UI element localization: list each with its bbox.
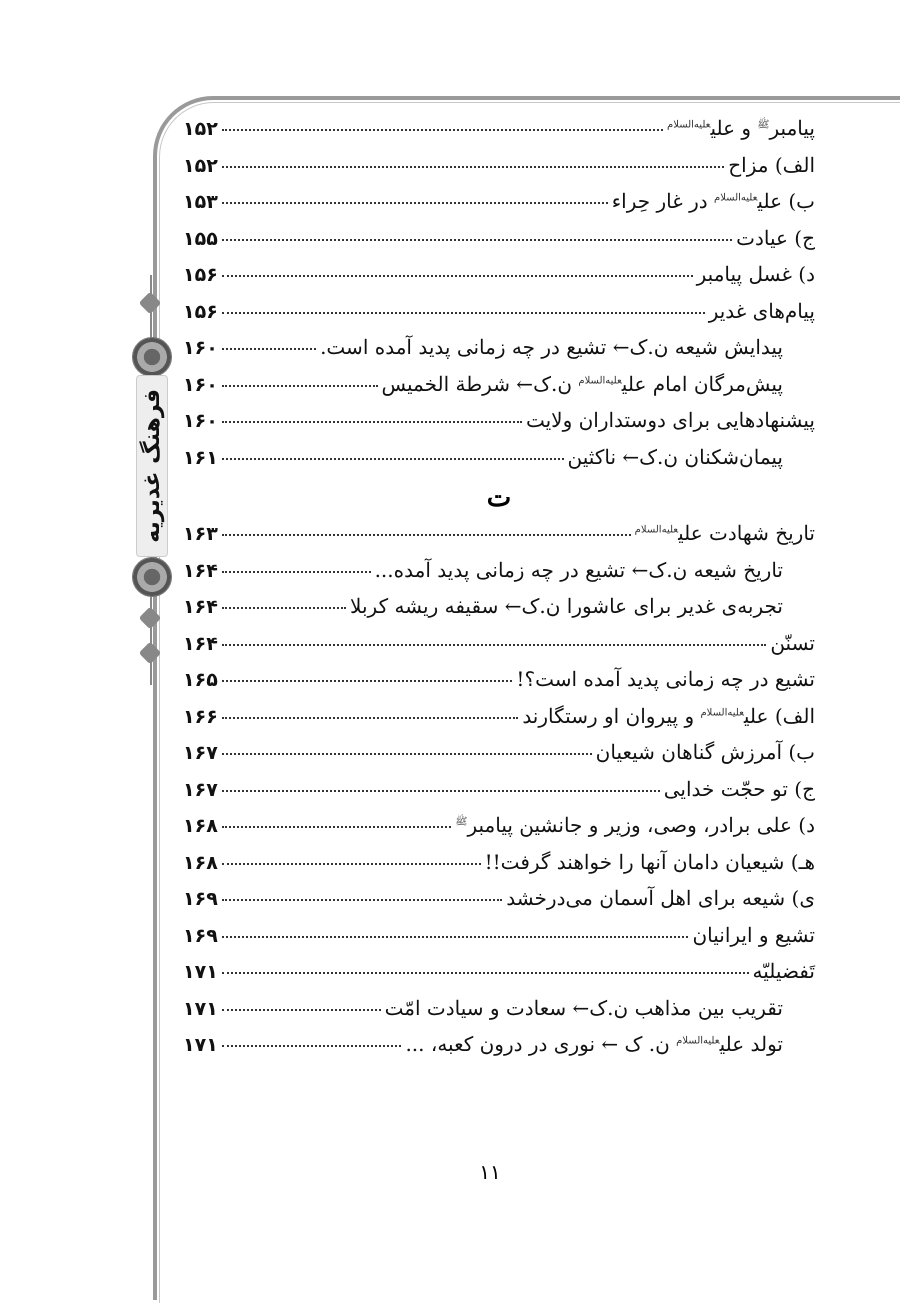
entry-page-number: ۱۵۶	[183, 300, 218, 323]
index-list	[183, 116, 815, 1069]
entry-title	[697, 262, 815, 286]
medallion-icon	[132, 557, 172, 597]
entry-title-text: و علی	[710, 116, 758, 140]
entry-page-number: ۱۶۹	[183, 888, 218, 910]
entry-title-text: در غار حِراء	[611, 189, 714, 213]
side-label-box	[136, 375, 168, 557]
entry-page-number: ۱۵۶	[183, 264, 218, 286]
entry-title	[350, 594, 815, 618]
medallion-icon	[132, 337, 172, 377]
honorific-ali: عليه‌السلام	[667, 119, 711, 131]
index-entry	[183, 740, 815, 777]
index-entry	[183, 959, 815, 996]
entry-page-number: ۱۵۳	[183, 191, 218, 213]
dot-leader	[222, 899, 502, 901]
entry-title	[753, 959, 815, 983]
entry-page-number: ۱۶۷	[183, 742, 218, 764]
entry-page-number: ۱۶۸	[183, 815, 218, 837]
entry-title-text: پیش‌مرگان امام علی	[621, 371, 783, 396]
entry-page-number: ۱۵۲	[183, 154, 218, 177]
dot-leader	[222, 936, 689, 938]
index-entry	[183, 226, 815, 263]
index-entry	[183, 262, 815, 299]
dot-leader	[222, 753, 592, 755]
entry-page-number: ۱۶۷	[183, 778, 218, 801]
section-heading: ت	[486, 483, 512, 513]
entry-title	[522, 704, 815, 728]
index-entry	[183, 153, 815, 190]
entry-page-number: ۱۶۴	[183, 559, 218, 582]
entry-title-text: تَفضیلیّه	[752, 959, 815, 983]
index-entry	[183, 335, 815, 372]
honorific-prophet: ﷺ	[757, 119, 770, 131]
index-entry	[183, 594, 815, 631]
index-entry	[183, 445, 815, 482]
entry-title-text: د) غسل پیامبر	[696, 262, 815, 286]
entry-title	[455, 813, 815, 837]
entry-title-text: تقریب بین مذاهب ن.ک← سعادت و سیادت امّت	[384, 995, 783, 1020]
index-entry	[183, 408, 815, 445]
entry-title	[506, 886, 815, 910]
index-entry	[183, 116, 815, 153]
dot-leader	[222, 534, 631, 536]
entry-page-number: ۱۶۴	[183, 632, 218, 655]
entry-title	[382, 372, 816, 396]
dot-leader	[222, 458, 564, 460]
index-entry	[183, 521, 815, 558]
entry-title-text: پیدایش شیعه ن.ک← تشیع در چه زمانی پدید آمده است.	[320, 335, 783, 359]
entry-title-text: تاریخ شیعه ن.ک← تشیع در چه زمانی پدید آمده...	[374, 557, 783, 582]
index-entry	[183, 704, 815, 741]
entry-title-text: پیشنهادهایی برای دوستداران ولایت	[525, 408, 815, 432]
knot-icon	[139, 292, 162, 315]
entry-page-number: ۱۶۹	[183, 924, 218, 947]
dot-leader	[222, 239, 732, 241]
entry-title	[405, 1032, 815, 1056]
entry-page-number: ۱۷۱	[183, 997, 218, 1020]
entry-title	[516, 667, 815, 691]
entry-page-number: ۱۶۵	[183, 669, 218, 691]
index-entry	[183, 1032, 815, 1069]
honorific-ali: عليه‌السلام	[578, 374, 622, 386]
entry-title-text: د) علی برادر، وصی، وزیر و جانشین پیامبر	[467, 813, 815, 837]
entry-title-text: تولد علی	[719, 1032, 783, 1056]
side-label: فرهنگ غدیریه	[139, 389, 165, 543]
entries-before	[183, 116, 815, 481]
entry-title-text: الف) مزاح	[728, 152, 815, 177]
dot-leader	[222, 644, 767, 646]
entry-title	[692, 923, 815, 947]
entry-title-text: ج) عیادت	[736, 225, 815, 250]
index-entry	[183, 299, 815, 336]
dot-leader	[222, 421, 522, 423]
entry-title-text: الف) علی	[743, 703, 815, 728]
entry-title	[635, 521, 815, 545]
dot-leader	[222, 863, 481, 865]
index-entry	[183, 813, 815, 850]
dot-leader	[222, 312, 705, 314]
entry-page-number: ۱۶۰	[183, 337, 218, 359]
dot-leader	[222, 972, 749, 974]
index-entry	[183, 189, 815, 226]
entry-title-text: تسنّن	[770, 630, 815, 655]
dot-leader	[222, 790, 660, 792]
entry-title	[385, 996, 815, 1020]
entry-title	[320, 335, 815, 359]
entry-page-number: ۱۶۶	[183, 705, 218, 728]
honorific-ali: عليه‌السلام	[714, 192, 758, 204]
index-entry	[183, 777, 815, 814]
dot-leader	[222, 717, 519, 719]
entry-title-text: تاریخ شهادت علی	[678, 521, 815, 545]
entry-title-text: تجربه‌ی غدیر برای عاشورا ن.ک← سقیفه ریشه کربلا	[350, 594, 783, 618]
dot-leader	[222, 680, 513, 682]
dot-leader	[222, 826, 452, 828]
index-entry	[183, 558, 815, 595]
knot-icon	[139, 642, 162, 665]
dot-leader	[222, 166, 724, 168]
entry-title-text: ن. ک ← نوری در درون کعبه، ...	[405, 1032, 677, 1056]
entry-title-text: ب) آمرزش گناهان شیعیان	[595, 740, 815, 764]
entry-page-number: ۱۷۱	[183, 961, 218, 983]
entry-title-text: هـ) شیعیان دامان آنها را خواهند گرفت!!	[484, 849, 815, 874]
entry-title-text: پیمان‌شکنان ن.ک← ناکثین	[567, 444, 783, 469]
entry-title	[612, 189, 815, 213]
dot-leader	[222, 385, 378, 387]
entry-title	[770, 631, 815, 655]
dot-leader	[222, 275, 693, 277]
entry-title-text: ج) تو حجّت خدایی	[663, 776, 815, 801]
index-entry	[183, 372, 815, 409]
side-ornament	[128, 285, 174, 675]
entry-title	[596, 740, 815, 764]
entry-page-number: ۱۶۳	[183, 523, 218, 545]
page-number: ۱۱	[479, 1160, 501, 1184]
honorific-prophet: ﷺ	[455, 816, 468, 828]
dot-leader	[222, 129, 663, 131]
dot-leader	[222, 202, 608, 204]
entry-title	[667, 116, 815, 140]
index-entry	[183, 886, 815, 923]
entry-title	[664, 777, 815, 801]
dot-leader	[222, 348, 316, 350]
entry-title	[375, 558, 815, 582]
entry-title-text: ب) علی	[757, 189, 815, 213]
dot-leader	[222, 571, 371, 573]
entry-page-number: ۱۷۱	[183, 1034, 218, 1056]
index-entry	[183, 996, 815, 1033]
entry-title-text: پیامبر	[769, 116, 815, 140]
entry-page-number: ۱۵۵	[183, 227, 218, 250]
entry-title	[709, 299, 815, 323]
index-entry	[183, 667, 815, 704]
entry-page-number: ۱۶۰	[183, 410, 218, 432]
entry-title-text: ن.ک← شرطة الخمیس	[381, 371, 579, 396]
index-entry	[183, 923, 815, 960]
index-entry	[183, 850, 815, 887]
entry-page-number: ۱۶۱	[183, 446, 218, 469]
entry-title-text: تشیع در چه زمانی پدید آمده است؟!	[516, 667, 815, 691]
entry-title-text: ی) شیعه برای اهل آسمان می‌درخشد	[506, 886, 815, 910]
honorific-ali: عليه‌السلام	[676, 1035, 720, 1047]
entry-title	[736, 226, 815, 250]
index-entry	[183, 631, 815, 668]
entry-title-text: و پیروان او رستگارند	[522, 703, 701, 728]
entry-page-number: ۱۶۰	[183, 373, 218, 396]
entry-page-number: ۱۶۸	[183, 851, 218, 874]
dot-leader	[222, 1009, 381, 1011]
entry-page-number: ۱۵۲	[183, 118, 218, 140]
entry-page-number: ۱۶۴	[183, 596, 218, 618]
honorific-ali: عليه‌السلام	[634, 524, 679, 536]
entries-after	[183, 521, 815, 1069]
entry-title	[526, 408, 815, 432]
entry-title-text: تشیع و ایرانیان	[692, 922, 815, 947]
honorific-ali: عليه‌السلام	[700, 706, 744, 718]
entry-title	[568, 445, 815, 469]
dot-leader	[222, 1045, 402, 1047]
dot-leader	[222, 607, 346, 609]
entry-title-text: پیام‌های غدیر	[708, 298, 815, 323]
entry-title	[485, 850, 815, 874]
entry-title	[728, 153, 815, 177]
knot-icon	[139, 607, 162, 630]
